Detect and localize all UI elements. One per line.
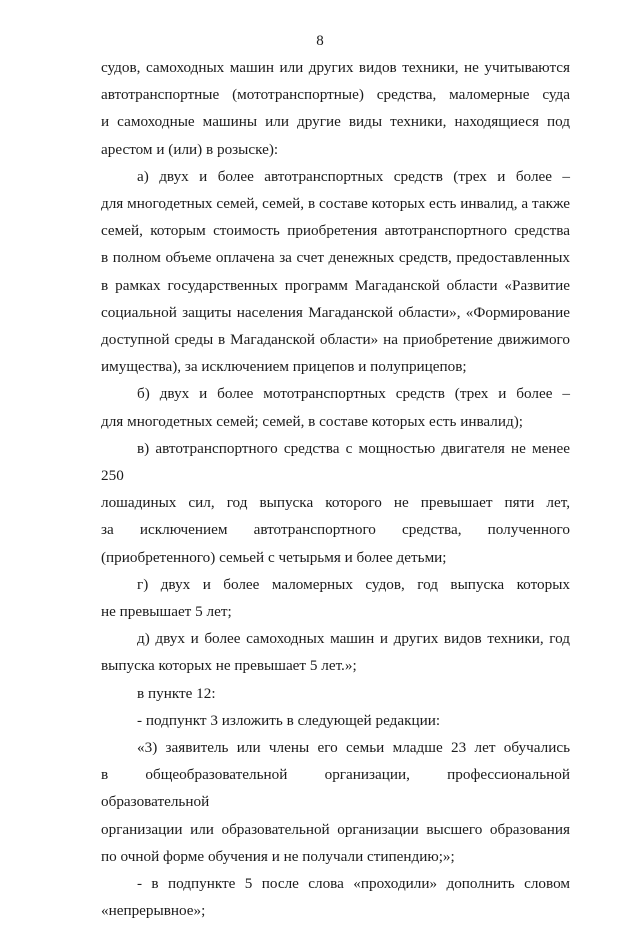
paragraph-p9 (101, 870, 570, 924)
text-line: имущества), за исключением прицепов и полуприцепов; (101, 358, 467, 376)
text-line: - подпункт 3 изложить в следующей редакции: (137, 711, 441, 729)
text-line: в рамках государственных программ Магаданской области «Развитие (101, 276, 570, 294)
text-line: арестом и (или) в розыске): (101, 140, 279, 158)
text-line: в полном объеме оплачена за счет денежных средств, предоставленных (101, 249, 570, 267)
text-line: (приобретенного) семьей с четырьмя и более детьми; (101, 548, 447, 566)
text-line: в общеобразовательной организации, профессиональной образовательной (101, 766, 570, 811)
text-line: в пункте 12: (137, 684, 216, 702)
text-line: а) двух и более автотранспортных средств (трех и более – (137, 167, 570, 185)
paragraph-p6 (101, 680, 570, 707)
document-body (101, 54, 570, 925)
text-line: б) двух и более мототранспортных средств (трех и более – (137, 385, 570, 403)
text-line: судов, самоходных машин или других видов техники, не учитываются (101, 59, 570, 76)
paragraph-p4 (101, 571, 570, 625)
text-line: для многодетных семей; семей, в составе которых есть инвалид); (101, 412, 524, 430)
text-line: «непрерывное»; (101, 902, 206, 920)
text-line: и самоходные машины или другие виды техники, находящиеся под (101, 113, 570, 131)
paragraph-p1 (101, 163, 570, 381)
text-line: д) двух и более самоходных машин и других видов техники, год (137, 630, 570, 648)
text-line: семей, которым стоимость приобретения автотранспортного средства (101, 222, 570, 240)
text-line: для многодетных семей, семей, в составе которых есть инвалид, а также (101, 195, 570, 213)
paragraph-p0 (101, 54, 570, 163)
text-line: не превышает 5 лет; (101, 603, 232, 621)
text-line: «3) заявитель или члены его семьи младше 23 лет обучались (137, 739, 570, 757)
text-line: выпуска которых не превышает 5 лет.»; (101, 657, 357, 675)
paragraph-p5 (101, 625, 570, 679)
paragraph-p8 (101, 734, 570, 870)
page-number: 8 (316, 33, 324, 49)
text-line: социальной защиты населения Магаданской области», «Формирование (101, 303, 570, 321)
text-line: - в подпункте 5 после слова «проходили» дополнить словом (137, 875, 570, 893)
text-line: по очной форме обучения и не получали стипендию;»; (101, 847, 455, 865)
text-line: организации или образовательной организации высшего образования (101, 820, 570, 838)
text-line: в) автотранспортного средства с мощностью двигателя не менее 250 (101, 439, 570, 485)
text-line: автотранспортные (мототранспортные) средства, маломерные суда (101, 86, 570, 104)
text-line: лошадиных сил, год выпуска которого не превышает пяти лет, (101, 494, 570, 512)
text-line: г) двух и более маломерных судов, год выпуска которых (137, 575, 570, 593)
paragraph-p7 (101, 707, 570, 734)
paragraph-p2 (101, 380, 570, 434)
paragraph-p3 (101, 435, 570, 571)
text-line: за исключением автотранспортного средства, полученного (101, 521, 570, 539)
text-line: доступной среды в Магаданской области» на приобретение движимого (101, 331, 570, 349)
